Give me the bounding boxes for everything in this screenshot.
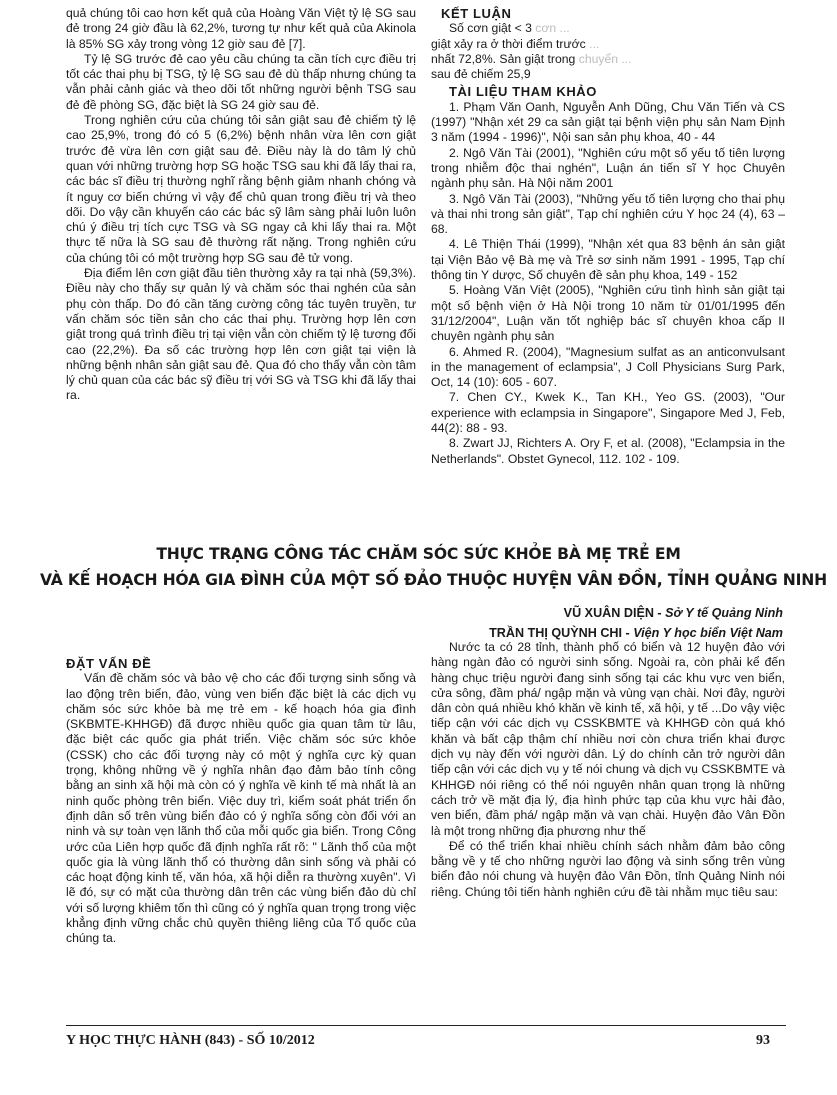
reference-item: 1. Phạm Văn Oanh, Nguyễn Anh Dũng, Chu Văn Tiến và CS (1997) "Nhận xét 29 ca sản giật tại bệnh viện phụ sản Nam Định 3 năm (1994 - 1996)", Nội san sản phụ khoa, 40 - 44: [431, 99, 785, 145]
conclusion-heading: KẾT LUẬN: [441, 6, 512, 21]
previous-article-left-column: [66, 6, 416, 404]
paragraph: Để có thể triển khai nhiều chính sách nhằm đảm bảo công bằng về y tế cho những người lao động và sinh sống trên vùng biển đảo nói chung và huyện đảo Vân Đồn, tỉnh Quảng Ninh nói riêng. Chúng tôi tiến hành nghiên cứu đề tài nhằm mục tiêu sau:: [431, 838, 785, 899]
reference-item: 3. Ngô Văn Tài (2003), "Những yếu tố tiên lượng cho thai phụ và thai nhi trong sản giật", Tạp chí nghiên cứu Y học 24 (4), 63 – 68.: [431, 191, 785, 237]
footer-divider: [66, 1025, 786, 1026]
reference-item: 5. Hoàng Văn Việt (2005), "Nghiên cứu tình hình sản giật tại một số bệnh viện ở Hà Nội trong 10 năm từ 01/01/1995 đến 31/12/2004", Luận văn tốt nghiệp bác sĩ chuyên khoa cấp II chuyên ngành phụ sản: [431, 283, 785, 344]
author-affiliation: Sở Y tế Quảng Ninh: [665, 606, 783, 620]
article-title-line-2: VÀ KẾ HOẠCH HÓA GIA ĐÌNH CỦA MỘT SỐ ĐẢO THUỘC HUYỆN VÂN ĐỒN, TỈNH QUẢNG NINH: [40, 571, 827, 589]
author-name: VŨ XUÂN DIỆN -: [563, 606, 666, 620]
author-1: [564, 606, 783, 620]
article-left-column: [66, 656, 416, 947]
conclusion-line: sau đẻ chiếm 25,9: [431, 67, 531, 82]
author-affiliation: Viện Y học biển Việt Nam: [633, 626, 783, 640]
paragraph: Vấn đề chăm sóc và bảo vệ cho các đối tượng sinh sống và lao động trên biển, đảo, vùng ven biển đặc biệt là các dịch vụ chăm sóc sức khỏe bà mẹ trẻ em - kế hoạch hóa gia đình (SKBMTE-KHHGĐ) đã được nhiều quốc gia quan tâm từ lâu, đặc biệt các quốc gia phát triển. Việc chăm sóc sức khỏe (CSSK) cho các đối tượng này có một ý nghĩa cực kỳ quan trọng, không những về ý nghĩa nhân đạo đảm bảo tính công bằng an sinh xã hội mà còn có ý nghĩa về kinh tế mà nhất là an ninh quốc phòng trên biển. Việc duy trì, kiểm soát phát triển ổn định dân số trên vùng biển đảo có ý nghĩa sống còn đối với an ninh và sự toàn vẹn lãnh thổ của mỗi quốc gia biển. Trong Công ước của Liên hợp quốc đã định nghĩa rất rõ: " Lãnh thổ của một quốc gia là vùng lãnh thổ có thường dân sinh sống và phải có các hoạt động kinh tế, văn hóa, xã hội diễn ra thường xuyên". Vì lẽ đó, sự có mặt của thường dân trên các vùng biển đảo dù chỉ với số lượng khiêm tốn thì cũng có ý nghĩa quan trọng trong việc khẳng định vững chắc chủ quyền thiêng liêng của Tổ quốc của chúng ta.: [66, 671, 416, 946]
page-number: 93: [756, 1033, 770, 1048]
reference-item: 4. Lê Thiện Thái (1999), "Nhận xét qua 83 bệnh án sản giật tại Viện Bảo vệ Bà mẹ và Trẻ sơ sinh năm 1991 - 1995, Tạp chí thông tin Y dược, Số chuyên đề sản phụ khoa, 149 - 152: [431, 237, 785, 283]
reference-item: 8. Zwart JJ, Richters A. Ory F, et al. (2008), "Eclampsia in the Netherlands". Obstet Gynecol, 112. 102 - 109.: [431, 436, 785, 466]
paragraph: Tỷ lệ SG trước đẻ cao yêu cầu chúng ta cần tích cực điều trị tốt các thai phụ bị TSG, tỷ lệ SG sau đẻ dù thấp nhưng chúng ta vẫn phải cảnh giác và theo dõi tốt những người bệnh TSG sau đẻ đề phòng SG, đặc biệt là SG 24 giờ sau đẻ.: [66, 51, 416, 112]
paragraph: Địa điểm lên cơn giật đầu tiên thường xảy ra tại nhà (59,3%). Điều này cho thấy sự quản lý và chăm sóc thai nghén của sản phụ còn thấp. Do đó cần tăng cường công tác tuyên truyền, tư vấn chăm sóc tiền sản cho các thai phụ. Trường hợp lên cơn giật trong quá trình điều trị tại viện vẫn còn chiếm tỷ lệ tương đối cao (22,2%). Đa số các trường hợp lên cơn giật tại viện là những bệnh nhân sản giật sau đẻ. Qua đó cho thấy vẫn còn tâm lý chủ quan của các bác sỹ điều trị với SG và TSG khi đã lấy thai ra.: [66, 266, 416, 403]
paragraph: Nước ta có 28 tỉnh, thành phố có biển và 12 huyện đảo với hàng ngàn đảo có người sinh sống. Ngoài ra, còn phải kể đến hàng chục triệu người đang sinh sống tại các khu vực ven biển, cửa sông, đầm phá/ ngập mặn và vùng vạn chài. Nơi đây, người dân còn quá nhiều khó khăn về kinh tế, xã hội, y tế ...Do vậy việc tiếp cận với các dịch vụ CSSKBMTE và KHHGĐ còn quá khó khăn và bất cập thậm chí nhiều nơi còn chưa triển khai được dịch vụ này đến với người dân. Lý do chính cản trở người dân tiếp cận với các dịch vụ y tế nói chung và dịch vụ CSSKBMTE và KHHGĐ nói riêng có thể nói nguyên nhân quan trọng là những cách trở về mặt địa lý, địa hình phức tạp của khu vực hải đảo, ven biển, đầm phá/ ngập mặn và vạn chài. Huyện đảo Vân Đồn là một trong những địa phương như thế: [431, 640, 785, 838]
reference-item: 7. Chen CY., Kwek K., Tan KH., Yeo GS. (2003), "Our experience with eclampsia in Singapore", Singapore Med J, Feb, 44(2): 88 - 93.: [431, 390, 785, 436]
article-title-line-1: THỰC TRẠNG CÔNG TÁC CHĂM SÓC SỨC KHỎE BÀ MẸ TRẺ EM: [156, 545, 681, 563]
paragraph: Trong nghiên cứu của chúng tôi sản giật sau đẻ chiếm tỷ lệ cao 25,9%, trong đó có 5 (6,2%) bệnh nhân vừa lên cơn giật trước đẻ vừa lên cơn giật sau đẻ. Điều này là do tâm lý chủ quan với những trường hợp SG hoặc TSG sau khi đã lấy thai ra, các bác sĩ điều trị thường nghĩ rằng bệnh giảm nhanh chóng và ít nguy cơ biến chứng vì vậy để chủ quan trong điều trị và theo dõi. Do vậy cần khuyến cáo các bác sỹ lâm sàng phải luôn luôn chú ý điều trị tích cực TSG và SG ngay cả khi lấy thai ra. Một thực tế nữa là SG sau đẻ thường rất nặng. Trong nghiên cứu của chúng tôi có một trường hợp SG sau đẻ tử vong.: [66, 113, 416, 265]
introduction-heading: ĐẶT VẤN ĐỀ: [66, 656, 152, 671]
references-heading: TÀI LIỆU THAM KHẢO: [449, 84, 598, 100]
journal-footer: Y HỌC THỰC HÀNH (843) - SỐ 10/2012: [66, 1033, 315, 1048]
conclusion-line: nhất 72,8%. Sản giật trong chuyển ...: [431, 51, 632, 66]
conclusion-line: Số cơn giật < 3 cơn ...: [449, 21, 570, 36]
article-right-column: [431, 640, 785, 900]
previous-article-right-column: [431, 6, 785, 467]
author-2: [489, 626, 783, 640]
reference-item: 6. Ahmed R. (2004), "Magnesium sulfat as an anticonvulsant in the management of eclampsia", J Coll Physicians Surg Park, Oct, 14 (10): 605 - 607.: [431, 344, 785, 390]
author-name: TRẦN THỊ QUỲNH CHI -: [489, 626, 634, 640]
reference-item: 2. Ngô Văn Tài (2001), "Nghiên cứu một số yếu tố tiên lượng trong nhiễm độc thai nghén", Luận án tiến sĩ Y học Chuyên ngành phụ sản. Hà Nội năm 2001: [431, 145, 785, 191]
paragraph: quả chúng tôi cao hơn kết quả của Hoàng Văn Việt tỷ lệ SG sau đẻ trong 24 giờ đầu là 62,2%, tương tự như kết quả của Akinola là 85% SG xảy trong vòng 12 giờ sau đẻ [7].: [66, 6, 416, 51]
conclusion-line: giật xảy ra ở thời điểm trước ...: [431, 36, 600, 51]
